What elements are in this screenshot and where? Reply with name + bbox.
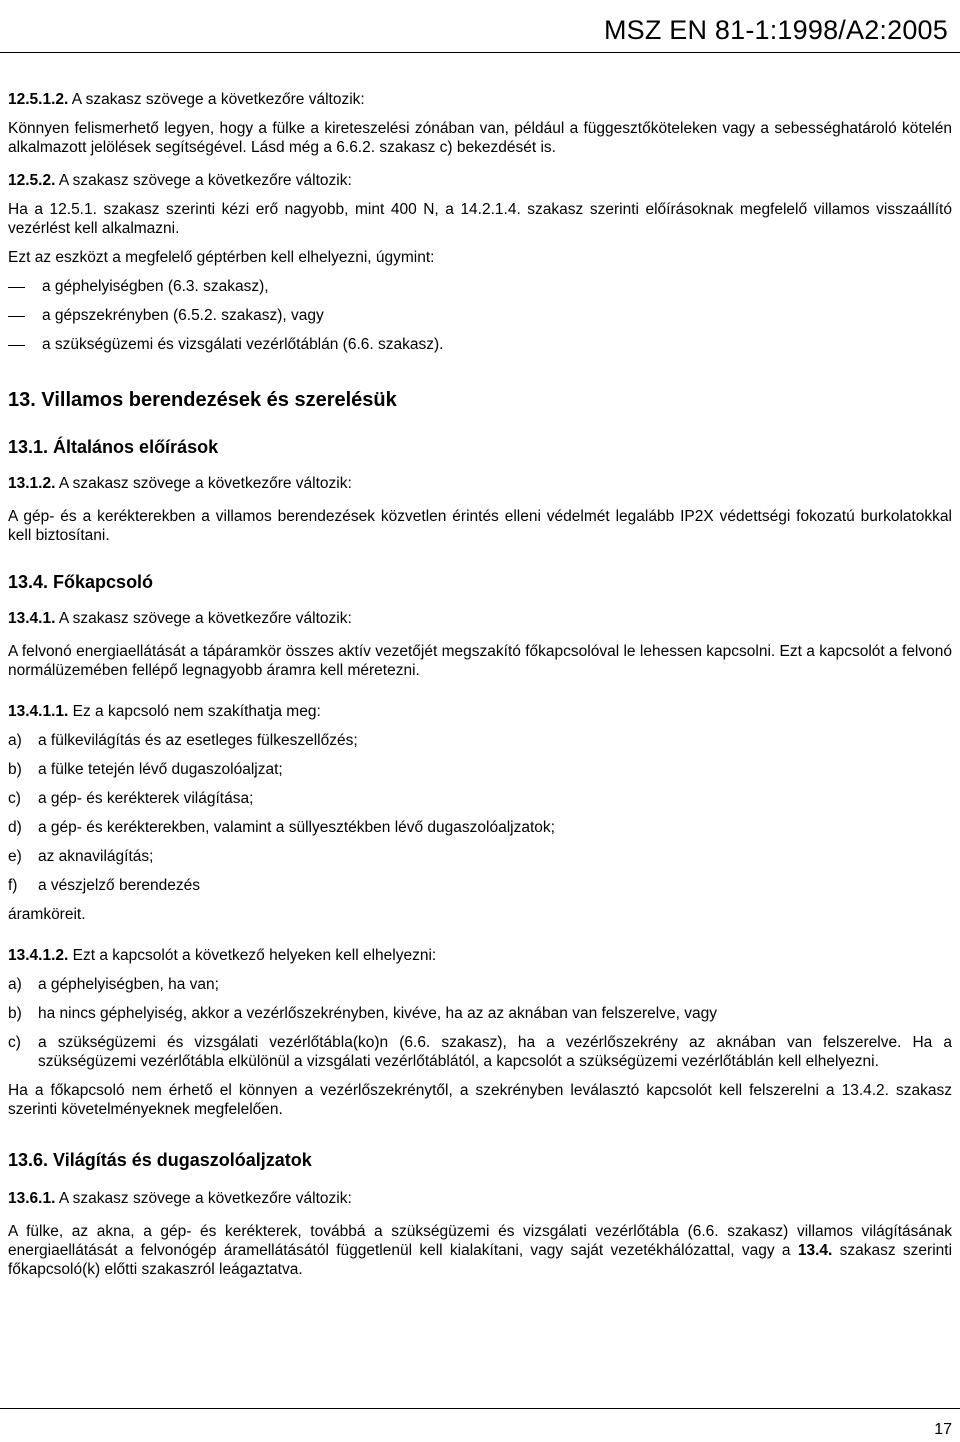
letter-list-item: d) a gép- és kerékterekben, valamint a süllyesztékben lévő dugaszolóaljzatok; — [8, 819, 555, 836]
section-13-6-title: 13.6. Világítás és dugaszolóaljzatok — [8, 1150, 312, 1170]
section-intro: Ezt a kapcsolót a következő helyeken kell elhelyezni: — [72, 947, 437, 964]
section-12-5-1-2-heading — [8, 90, 952, 109]
letter-list-item: b) a fülke tetején lévő dugaszolóaljzat; — [8, 761, 283, 778]
letter-list-item: f) a vészjelző berendezés — [8, 877, 200, 894]
section-intro: A szakasz szövege a következőre változik: — [58, 475, 352, 492]
letter-list-item: a) a fülkevilágítás és az esetleges fülkeszellőzés; — [8, 732, 358, 749]
section-13-4-1-heading — [8, 609, 952, 628]
document-body — [8, 90, 952, 1279]
paragraph: Ha a főkapcsoló nem érhető el könnyen a vezérlőszekrénytől, a szekrényben leválasztó kapcsolót kell felszerelni a 13.4.2. szakasz szerinti követelményeknek megfelelően. — [8, 1082, 952, 1118]
page-header — [0, 0, 960, 60]
section-13-1-2-heading — [8, 474, 952, 493]
dash-list-item: a gépszekrényben (6.5.2. szakasz), vagy — [42, 307, 324, 324]
header-rule — [0, 52, 960, 53]
section-number: 12.5.1.2. — [8, 91, 69, 108]
section-13-4-title: 13.4. Főkapcsoló — [8, 572, 154, 592]
section-number: 13.4.1. — [8, 610, 56, 627]
standard-number: MSZ EN 81-1:1998/A2:2005 — [603, 15, 948, 45]
section-intro: A szakasz szövege a következőre változik: — [58, 610, 352, 627]
dash-list-item: a géphelyiségben (6.3. szakasz), — [42, 278, 269, 295]
letter-list-item: c) a gép- és kerékterek világítása; — [8, 790, 254, 807]
section-13-1-title: 13.1. Általános előírások — [8, 437, 219, 457]
list-tail: áramköreit. — [8, 906, 86, 923]
section-12-5-2-heading — [8, 171, 952, 190]
section-intro: Ez a kapcsoló nem szakíthatja meg: — [72, 703, 321, 720]
paragraph: A gép- és a kerékterekben a villamos berendezések közvetlen érintés elleni védelmét legalább IP2X védettségi fokozatú burkolatokkal kell biztosítani. — [8, 508, 952, 544]
section-number: 12.5.2. — [8, 172, 56, 189]
dash-list-item: a szükségüzemi és vizsgálati vezérlőtáblán (6.6. szakasz). — [42, 336, 444, 353]
letter-list-item: a) a géphelyiségben, ha van; — [8, 976, 219, 993]
section-intro: A szakasz szövege a következőre változik: — [58, 1190, 352, 1207]
paragraph: A fülke, az akna, a gép- és kerékterek, továbbá a szükségüzemi és vizsgálati vezérlőtábla (6.6. szakasz) villamos világításának energiaellátását a felvonógép áramellátásától függetlenül kell kialakítani, vagy saját vezetékhálózattal, vagy a 13.4. szakasz szerinti főkapcsoló(k) előtti szakaszról leágaztatva. — [8, 1223, 953, 1278]
letter-list-item: b) ha nincs géphelyiség, akkor a vezérlőszekrényben, kivéve, ha az az aknában van felszerelve, vagy — [8, 1005, 717, 1022]
section-intro: A szakasz szövege a következőre változik: — [71, 91, 365, 108]
footer-rule — [0, 1408, 960, 1409]
section-number: 13.4.1.2. — [8, 947, 69, 964]
section-13-4-1-1-heading — [8, 702, 952, 721]
page-number: 17 — [934, 1421, 952, 1438]
section-number: 13.4.1.1. — [8, 703, 69, 720]
letter-list-item: c) a szükségüzemi és vizsgálati vezérlőtábla(ko)n (6.6. szakasz), ha a vezérlőszekrény az aknában van felszerelve. Ha a szükségüzemi vezérlőtábla elkülönül a vizsgálati vezérlőtáblától, a kapcsolót a szükségüzemi vezérlőtáblán kell elhelyezni. — [8, 1034, 952, 1070]
paragraph: Könnyen felismerhető legyen, hogy a fülke a kireteszelési zónában van, például a függesztőköteleken vagy a sebességhatároló kötelén alkalmazott jelölések segítségével. Lásd még a 6.6.2. szakasz c) bekezdését is. — [8, 120, 952, 156]
section-number: 13.1.2. — [8, 475, 56, 492]
section-number: 13.6.1. — [8, 1190, 56, 1207]
chapter-13-title: 13. Villamos berendezések és szerelésük — [8, 389, 397, 411]
list-intro: Ezt az eszközt a megfelelő géptérben kell elhelyezni, úgymint: — [8, 249, 435, 266]
paragraph: Ha a 12.5.1. szakasz szerinti kézi erő nagyobb, mint 400 N, a 14.2.1.4. szakasz szerinti előírásoknak megfelelő villamos visszaállító vezérlést kell alkalmazni. — [8, 201, 952, 237]
section-intro: A szakasz szövege a következőre változik: — [58, 172, 352, 189]
letter-list-item: e) az aknavilágítás; — [8, 848, 154, 865]
section-13-4-1-2-heading — [8, 946, 952, 965]
section-13-6-1-heading — [8, 1189, 952, 1208]
paragraph: A felvonó energiaellátását a tápáramkör összes aktív vezetőjét megszakító főkapcsolóval le lehessen kapcsolni. Ezt a kapcsolót a felvonó normálüzemében fellépő legnagyobb áramra kell méretezni. — [8, 643, 952, 679]
